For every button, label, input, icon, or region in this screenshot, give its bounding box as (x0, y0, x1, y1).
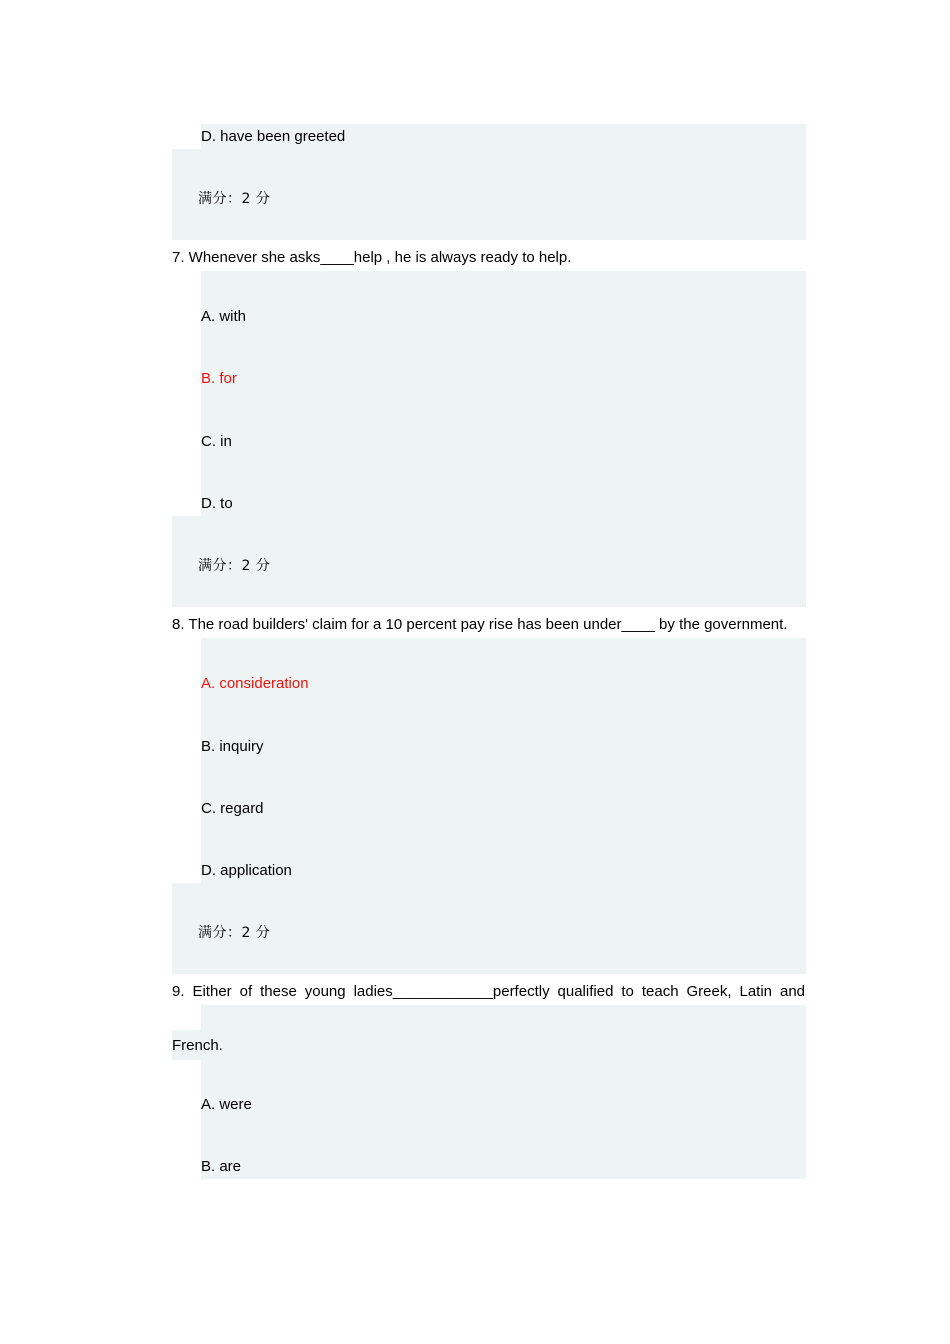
q7-option-b-correct[interactable]: B. for (201, 370, 237, 387)
q7-option-d[interactable]: D. to (201, 495, 233, 512)
q8-score: 满分：2 分 (198, 925, 271, 941)
q9-option-b[interactable]: B. are (201, 1158, 242, 1175)
options-panel-q9 (201, 1060, 806, 1179)
q7-score: 满分：2 分 (198, 558, 271, 574)
q6-option-d[interactable]: D. have been greeted (201, 128, 346, 145)
q7-option-a[interactable]: A. with (201, 308, 247, 325)
q9-stem-line1: 9. Either of these young ladies____________perfectly qualified to teach Greek, Latin and (172, 983, 805, 1000)
stem-line2-panel-q9 (172, 1030, 806, 1060)
options-panel-q7 (201, 271, 806, 516)
q6-score: 满分：2 分 (198, 191, 271, 207)
q8-option-c[interactable]: C. regard (201, 800, 264, 817)
q9-stem-line2: French. (172, 1037, 223, 1054)
q7-option-c[interactable]: C. in (201, 433, 232, 450)
q9-option-a[interactable]: A. were (201, 1096, 252, 1113)
q8-option-a-correct[interactable]: A. consideration (201, 675, 309, 692)
q7-stem: 7. Whenever she asks____help , he is always ready to help. (172, 249, 572, 266)
q8-option-b[interactable]: B. inquiry (201, 738, 264, 755)
q8-stem: 8. The road builders' claim for a 10 percent pay rise has been under____ by the government. (172, 616, 788, 633)
q8-option-d[interactable]: D. application (201, 862, 292, 879)
stem-panel-q9 (201, 1005, 806, 1030)
